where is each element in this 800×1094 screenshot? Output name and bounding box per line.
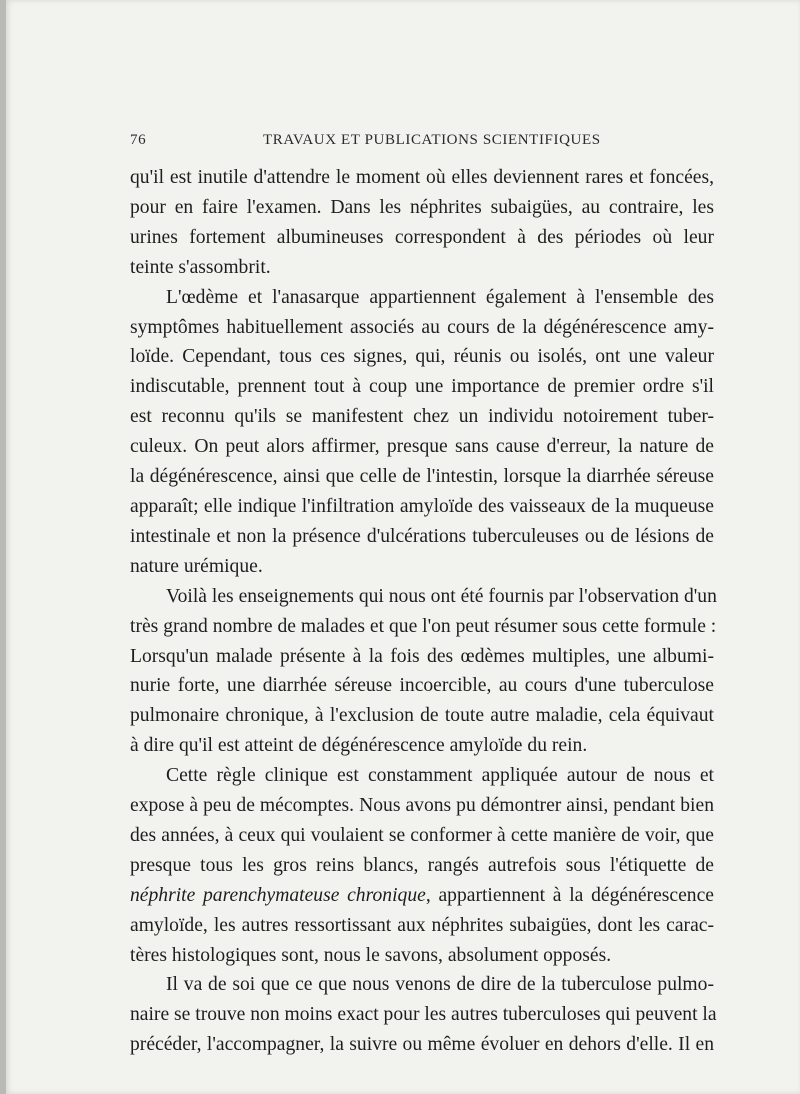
page-header	[130, 132, 714, 154]
paragraph-4	[130, 761, 714, 970]
page-number: 76	[130, 132, 147, 148]
text-line: apparaît; elle indique l'infiltration amyloïde des vaisseaux de la muqueuse	[130, 495, 714, 517]
text-line: expose à peu de mécomptes. Nous avons pu démontrer ainsi, pendant bien	[130, 795, 714, 817]
text-line: est reconnu qu'ils se manifestent chez un individu notoirement tuber-	[130, 406, 714, 428]
text-line: précéder, l'accompagner, la suivre ou même évoluer en dehors d'elle. Il en	[130, 1034, 714, 1056]
text-line: L'œdème et l'anasarque appartiennent également à l'ensemble des	[166, 286, 714, 308]
text-line-with-italic	[130, 881, 714, 911]
text-line: des années, à ceux qui voulaient se conformer à cette manière de voir, que	[130, 824, 714, 846]
running-title: TRAVAUX ET PUBLICATIONS SCIENTIFIQUES	[263, 132, 601, 148]
text-fragment: , appartiennent à la dégénérescence	[425, 884, 714, 906]
text-line: amyloïde, les autres ressortissant aux néphrites subaigües, dont les carac-	[130, 914, 714, 936]
text-line: à dire qu'il est atteint de dégénérescence amyloïde du rein.	[130, 735, 588, 757]
text-line: Lorsqu'un malade présente à la fois des œdèmes multiples, une albumi-	[130, 645, 714, 667]
paragraph-2	[130, 283, 714, 582]
italic-term: néphrite parenchymateuse chronique	[130, 884, 426, 906]
text-line: pulmonaire chronique, à l'exclusion de toute autre maladie, cela équivaut	[130, 705, 714, 727]
text-line: Cette règle clinique est constamment appliquée autour de nous et	[166, 765, 714, 787]
text-line: nurie forte, une diarrhée séreuse incoercible, au cours d'une tuberculose	[130, 675, 714, 697]
body-text	[130, 163, 717, 1060]
paragraph-5	[130, 970, 717, 1060]
text-line: tères histologiques sont, nous le savons, absolument opposés.	[130, 944, 612, 966]
paragraph-3	[130, 582, 717, 761]
text-line: naire se trouve non moins exact pour les autres tuberculoses qui peuvent la	[130, 1004, 717, 1026]
text-line: intestinale et non la présence d'ulcérations tuberculeuses ou de lésions de	[130, 525, 714, 547]
text-line: symptômes habituellement associés au cours de la dégénérescence amy-	[130, 316, 714, 338]
text-line: urines fortement albumineuses correspondent à des périodes où leur	[130, 226, 714, 248]
text-line: Voilà les enseignements qui nous ont été fournis par l'observation d'un	[166, 585, 717, 607]
text-line: très grand nombre de malades et que l'on peut résumer sous cette formule :	[130, 615, 717, 637]
text-line: Il va de soi que ce que nous venons de dire de la tuberculose pulmo-	[166, 974, 714, 996]
text-line: nature urémique.	[130, 555, 263, 577]
text-line: pour en faire l'examen. Dans les néphrites subaigües, au contraire, les	[130, 196, 714, 218]
text-line: culeux. On peut alors affirmer, presque sans cause d'erreur, la nature de	[130, 436, 714, 458]
text-line: loïde. Cependant, tous ces signes, qui, réunis ou isolés, ont une valeur	[130, 346, 714, 368]
paragraph-1	[130, 163, 714, 283]
text-line: presque tous les gros reins blancs, rangés autrefois sous l'étiquette de	[130, 854, 714, 876]
text-line: teinte s'assombrit.	[130, 256, 271, 278]
text-line: la dégénérescence, ainsi que celle de l'intestin, lorsque la diarrhée séreuse	[130, 466, 714, 488]
book-page	[6, 0, 800, 1094]
text-line: indiscutable, prennent tout à coup une importance de premier ordre s'il	[130, 376, 714, 398]
text-line: qu'il est inutile d'attendre le moment où elles deviennent rares et foncées,	[130, 167, 714, 188]
